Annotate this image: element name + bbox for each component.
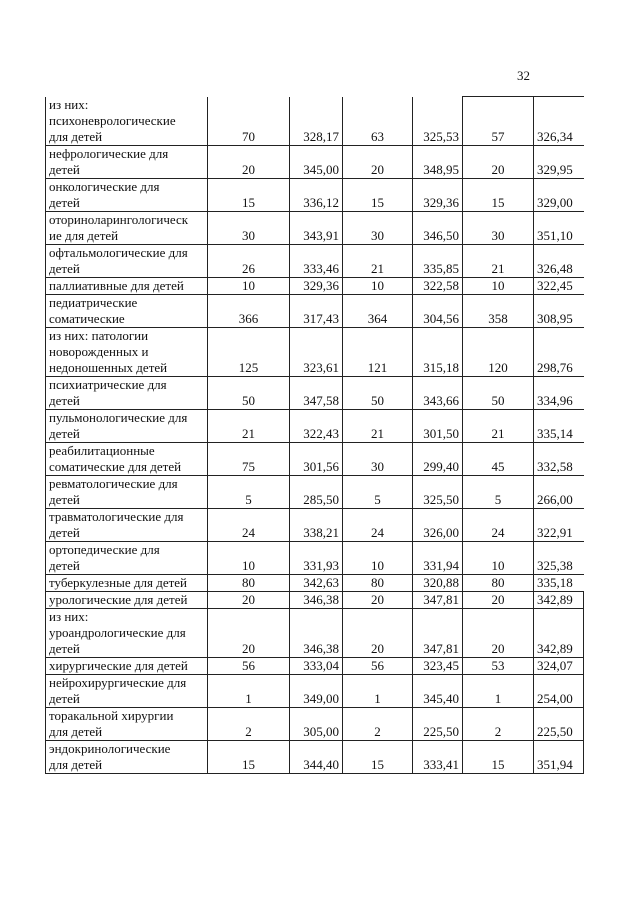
beds-count-cell-1: 20 <box>208 608 290 657</box>
value-cell-2: 320,88 <box>413 574 463 591</box>
beds-count-cell-1: 26 <box>208 244 290 277</box>
beds-count-cell-2: 1 <box>343 674 413 707</box>
department-name-line: детей <box>49 690 80 706</box>
value-cell-3: 225,50 <box>534 707 584 740</box>
department-name-line: травматологические для <box>49 508 184 524</box>
table-row <box>46 178 584 211</box>
beds-count-cell-1: 1 <box>208 674 290 707</box>
department-name-line: психоневрологические <box>49 112 176 128</box>
beds-count-cell-1: 20 <box>208 145 290 178</box>
department-name-line: психиатрические для <box>49 376 167 392</box>
value-cell-1: 322,43 <box>290 409 343 442</box>
beds-count-cell-2: 20 <box>343 145 413 178</box>
bed-fund-table <box>45 96 584 774</box>
beds-count-cell-2: 364 <box>343 294 413 327</box>
value-cell-1: 345,00 <box>290 145 343 178</box>
department-name-line: детей <box>49 161 80 177</box>
beds-count-cell-2: 2 <box>343 707 413 740</box>
value-cell-3: 324,07 <box>534 657 584 674</box>
beds-count-cell-1: 75 <box>208 442 290 475</box>
value-cell-1: 317,43 <box>290 294 343 327</box>
department-name-line: детей <box>49 392 80 408</box>
value-cell-3: 322,45 <box>534 277 584 294</box>
table-body <box>46 97 584 774</box>
department-name-cell <box>46 97 208 146</box>
department-name-line: оториноларингологическ <box>49 211 189 227</box>
department-name-cell <box>46 244 208 277</box>
department-name-line: торакальной хирургии <box>49 707 174 723</box>
department-name-cell <box>46 178 208 211</box>
value-cell-1: 344,40 <box>290 740 343 773</box>
table-row <box>46 409 584 442</box>
beds-count-cell-3: 50 <box>463 376 534 409</box>
department-name-line: ортопедические для <box>49 541 160 557</box>
department-name-line: нефрологические для <box>49 145 169 161</box>
value-cell-1: 338,21 <box>290 508 343 541</box>
beds-count-cell-2: 20 <box>343 591 413 608</box>
department-name-cell <box>46 674 208 707</box>
table-row <box>46 541 584 574</box>
value-cell-2: 315,18 <box>413 327 463 376</box>
department-name-cell <box>46 541 208 574</box>
beds-count-cell-1: 70 <box>208 97 290 146</box>
value-cell-3: 342,89 <box>534 591 584 608</box>
department-name-cell <box>46 145 208 178</box>
department-name-cell <box>46 376 208 409</box>
value-cell-1: 305,00 <box>290 707 343 740</box>
department-name-line: реабилитационные <box>49 442 155 458</box>
beds-count-cell-2: 20 <box>343 608 413 657</box>
table-row <box>46 740 584 773</box>
department-name-cell <box>46 508 208 541</box>
value-cell-2: 347,81 <box>413 591 463 608</box>
department-name-line: соматические <box>49 310 125 326</box>
value-cell-2: 322,58 <box>413 277 463 294</box>
department-name-line: урологические для детей <box>49 591 188 607</box>
value-cell-2: 335,85 <box>413 244 463 277</box>
department-name-line: хирургические для детей <box>49 657 188 673</box>
value-cell-1: 331,93 <box>290 541 343 574</box>
value-cell-1: 343,91 <box>290 211 343 244</box>
value-cell-1: 333,04 <box>290 657 343 674</box>
beds-count-cell-1: 20 <box>208 591 290 608</box>
beds-count-cell-2: 21 <box>343 244 413 277</box>
beds-count-cell-2: 30 <box>343 211 413 244</box>
table-row <box>46 591 584 608</box>
value-cell-3: 351,94 <box>534 740 584 773</box>
value-cell-1: 346,38 <box>290 608 343 657</box>
beds-count-cell-3: 30 <box>463 211 534 244</box>
beds-count-cell-2: 63 <box>343 97 413 146</box>
department-name-cell <box>46 740 208 773</box>
beds-count-cell-3: 10 <box>463 541 534 574</box>
department-name-cell <box>46 294 208 327</box>
value-cell-2: 331,94 <box>413 541 463 574</box>
department-name-line: уроандрологические для <box>49 624 186 640</box>
beds-count-cell-2: 50 <box>343 376 413 409</box>
value-cell-3: 325,38 <box>534 541 584 574</box>
department-name-line: новорожденных и <box>49 343 149 359</box>
beds-count-cell-3: 20 <box>463 145 534 178</box>
value-cell-1: 301,56 <box>290 442 343 475</box>
value-cell-1: 346,38 <box>290 591 343 608</box>
department-name-cell <box>46 574 208 591</box>
beds-count-cell-2: 121 <box>343 327 413 376</box>
beds-count-cell-3: 2 <box>463 707 534 740</box>
beds-count-cell-3: 10 <box>463 277 534 294</box>
table-row <box>46 277 584 294</box>
beds-count-cell-3: 53 <box>463 657 534 674</box>
value-cell-3: 342,89 <box>534 608 584 657</box>
value-cell-3: 329,95 <box>534 145 584 178</box>
page-number: 32 <box>517 68 530 83</box>
value-cell-2: 301,50 <box>413 409 463 442</box>
table-row <box>46 608 584 657</box>
department-name-line: офтальмологические для <box>49 244 188 260</box>
department-name-line: из них: <box>49 96 89 112</box>
beds-count-cell-2: 5 <box>343 475 413 508</box>
value-cell-2: 346,50 <box>413 211 463 244</box>
beds-count-cell-1: 2 <box>208 707 290 740</box>
value-cell-1: 328,17 <box>290 97 343 146</box>
value-cell-3: 329,00 <box>534 178 584 211</box>
value-cell-1: 323,61 <box>290 327 343 376</box>
beds-count-cell-1: 125 <box>208 327 290 376</box>
beds-count-cell-3: 15 <box>463 178 534 211</box>
beds-count-cell-3: 80 <box>463 574 534 591</box>
table-row <box>46 97 584 146</box>
value-cell-2: 343,66 <box>413 376 463 409</box>
value-cell-2: 347,81 <box>413 608 463 657</box>
beds-count-cell-1: 50 <box>208 376 290 409</box>
department-name-line: детей <box>49 491 80 507</box>
department-name-line: педиатрические <box>49 294 138 310</box>
table-row <box>46 376 584 409</box>
beds-count-cell-2: 80 <box>343 574 413 591</box>
table-row <box>46 145 584 178</box>
value-cell-2: 345,40 <box>413 674 463 707</box>
value-cell-3: 254,00 <box>534 674 584 707</box>
beds-count-cell-3: 20 <box>463 591 534 608</box>
beds-count-cell-1: 15 <box>208 740 290 773</box>
value-cell-1: 349,00 <box>290 674 343 707</box>
beds-count-cell-2: 30 <box>343 442 413 475</box>
beds-count-cell-3: 1 <box>463 674 534 707</box>
value-cell-1: 347,58 <box>290 376 343 409</box>
value-cell-1: 329,36 <box>290 277 343 294</box>
department-name-cell <box>46 608 208 657</box>
department-name-cell <box>46 707 208 740</box>
beds-count-cell-3: 5 <box>463 475 534 508</box>
department-name-line: для детей <box>49 723 103 739</box>
value-cell-2: 225,50 <box>413 707 463 740</box>
department-name-line: для детей <box>49 128 103 144</box>
department-name-line: детей <box>49 425 80 441</box>
value-cell-3: 308,95 <box>534 294 584 327</box>
table-row <box>46 707 584 740</box>
department-name-line: детей <box>49 194 80 210</box>
value-cell-1: 285,50 <box>290 475 343 508</box>
value-cell-3: 266,00 <box>534 475 584 508</box>
beds-count-cell-1: 5 <box>208 475 290 508</box>
value-cell-2: 333,41 <box>413 740 463 773</box>
beds-count-cell-3: 21 <box>463 244 534 277</box>
table-row <box>46 574 584 591</box>
beds-count-cell-1: 24 <box>208 508 290 541</box>
department-name-line: детей <box>49 260 80 276</box>
beds-count-cell-1: 56 <box>208 657 290 674</box>
department-name-cell <box>46 277 208 294</box>
beds-count-cell-1: 15 <box>208 178 290 211</box>
value-cell-2: 326,00 <box>413 508 463 541</box>
department-name-cell <box>46 657 208 674</box>
value-cell-2: 329,36 <box>413 178 463 211</box>
value-cell-2: 348,95 <box>413 145 463 178</box>
value-cell-3: 326,34 <box>534 97 584 146</box>
beds-count-cell-3: 24 <box>463 508 534 541</box>
value-cell-3: 332,58 <box>534 442 584 475</box>
beds-count-cell-3: 45 <box>463 442 534 475</box>
department-name-line: онкологические для <box>49 178 160 194</box>
department-name-line: из них: <box>49 608 89 624</box>
department-name-line: для детей <box>49 756 103 772</box>
department-name-cell <box>46 475 208 508</box>
value-cell-2: 323,45 <box>413 657 463 674</box>
beds-count-cell-2: 56 <box>343 657 413 674</box>
beds-count-cell-2: 15 <box>343 178 413 211</box>
beds-count-cell-3: 120 <box>463 327 534 376</box>
department-name-line: детей <box>49 640 80 656</box>
table-row <box>46 442 584 475</box>
department-name-line: эндокринологические <box>49 740 171 756</box>
value-cell-1: 336,12 <box>290 178 343 211</box>
value-cell-2: 299,40 <box>413 442 463 475</box>
department-name-line: детей <box>49 524 80 540</box>
beds-count-cell-3: 15 <box>463 740 534 773</box>
department-name-line: из них: патологии <box>49 327 149 343</box>
table-row <box>46 244 584 277</box>
beds-count-cell-2: 21 <box>343 409 413 442</box>
table-row <box>46 657 584 674</box>
beds-count-cell-2: 10 <box>343 541 413 574</box>
beds-count-cell-3: 358 <box>463 294 534 327</box>
department-name-cell <box>46 442 208 475</box>
department-name-line: ие для детей <box>49 227 119 243</box>
value-cell-3: 351,10 <box>534 211 584 244</box>
department-name-line: недоношенных детей <box>49 359 168 375</box>
value-cell-3: 326,48 <box>534 244 584 277</box>
value-cell-3: 335,14 <box>534 409 584 442</box>
value-cell-3: 298,76 <box>534 327 584 376</box>
beds-count-cell-1: 21 <box>208 409 290 442</box>
department-name-line: детей <box>49 557 80 573</box>
beds-count-cell-1: 10 <box>208 277 290 294</box>
department-name-line: соматические для детей <box>49 458 182 474</box>
beds-count-cell-2: 15 <box>343 740 413 773</box>
value-cell-1: 342,63 <box>290 574 343 591</box>
value-cell-3: 334,96 <box>534 376 584 409</box>
table-row <box>46 475 584 508</box>
value-cell-2: 325,50 <box>413 475 463 508</box>
table-row <box>46 508 584 541</box>
department-name-line: пульмонологические для <box>49 409 188 425</box>
department-name-cell <box>46 591 208 608</box>
value-cell-2: 325,53 <box>413 97 463 146</box>
value-cell-3: 335,18 <box>534 574 584 591</box>
beds-count-cell-3: 21 <box>463 409 534 442</box>
beds-count-cell-1: 30 <box>208 211 290 244</box>
beds-count-cell-3: 57 <box>463 97 534 146</box>
value-cell-3: 322,91 <box>534 508 584 541</box>
beds-count-cell-1: 366 <box>208 294 290 327</box>
department-name-line: нейрохирургические для <box>49 674 187 690</box>
beds-count-cell-1: 80 <box>208 574 290 591</box>
beds-count-cell-1: 10 <box>208 541 290 574</box>
value-cell-1: 333,46 <box>290 244 343 277</box>
department-name-cell <box>46 409 208 442</box>
beds-count-cell-2: 10 <box>343 277 413 294</box>
beds-count-cell-2: 24 <box>343 508 413 541</box>
table-row <box>46 294 584 327</box>
value-cell-2: 304,56 <box>413 294 463 327</box>
department-name-line: паллиативные для детей <box>49 277 184 293</box>
table-row <box>46 327 584 376</box>
table-row <box>46 674 584 707</box>
beds-count-cell-3: 20 <box>463 608 534 657</box>
department-name-cell <box>46 211 208 244</box>
department-name-line: ревматологические для <box>49 475 178 491</box>
department-name-cell <box>46 327 208 376</box>
table-row <box>46 211 584 244</box>
department-name-line: туберкулезные для детей <box>49 574 187 590</box>
